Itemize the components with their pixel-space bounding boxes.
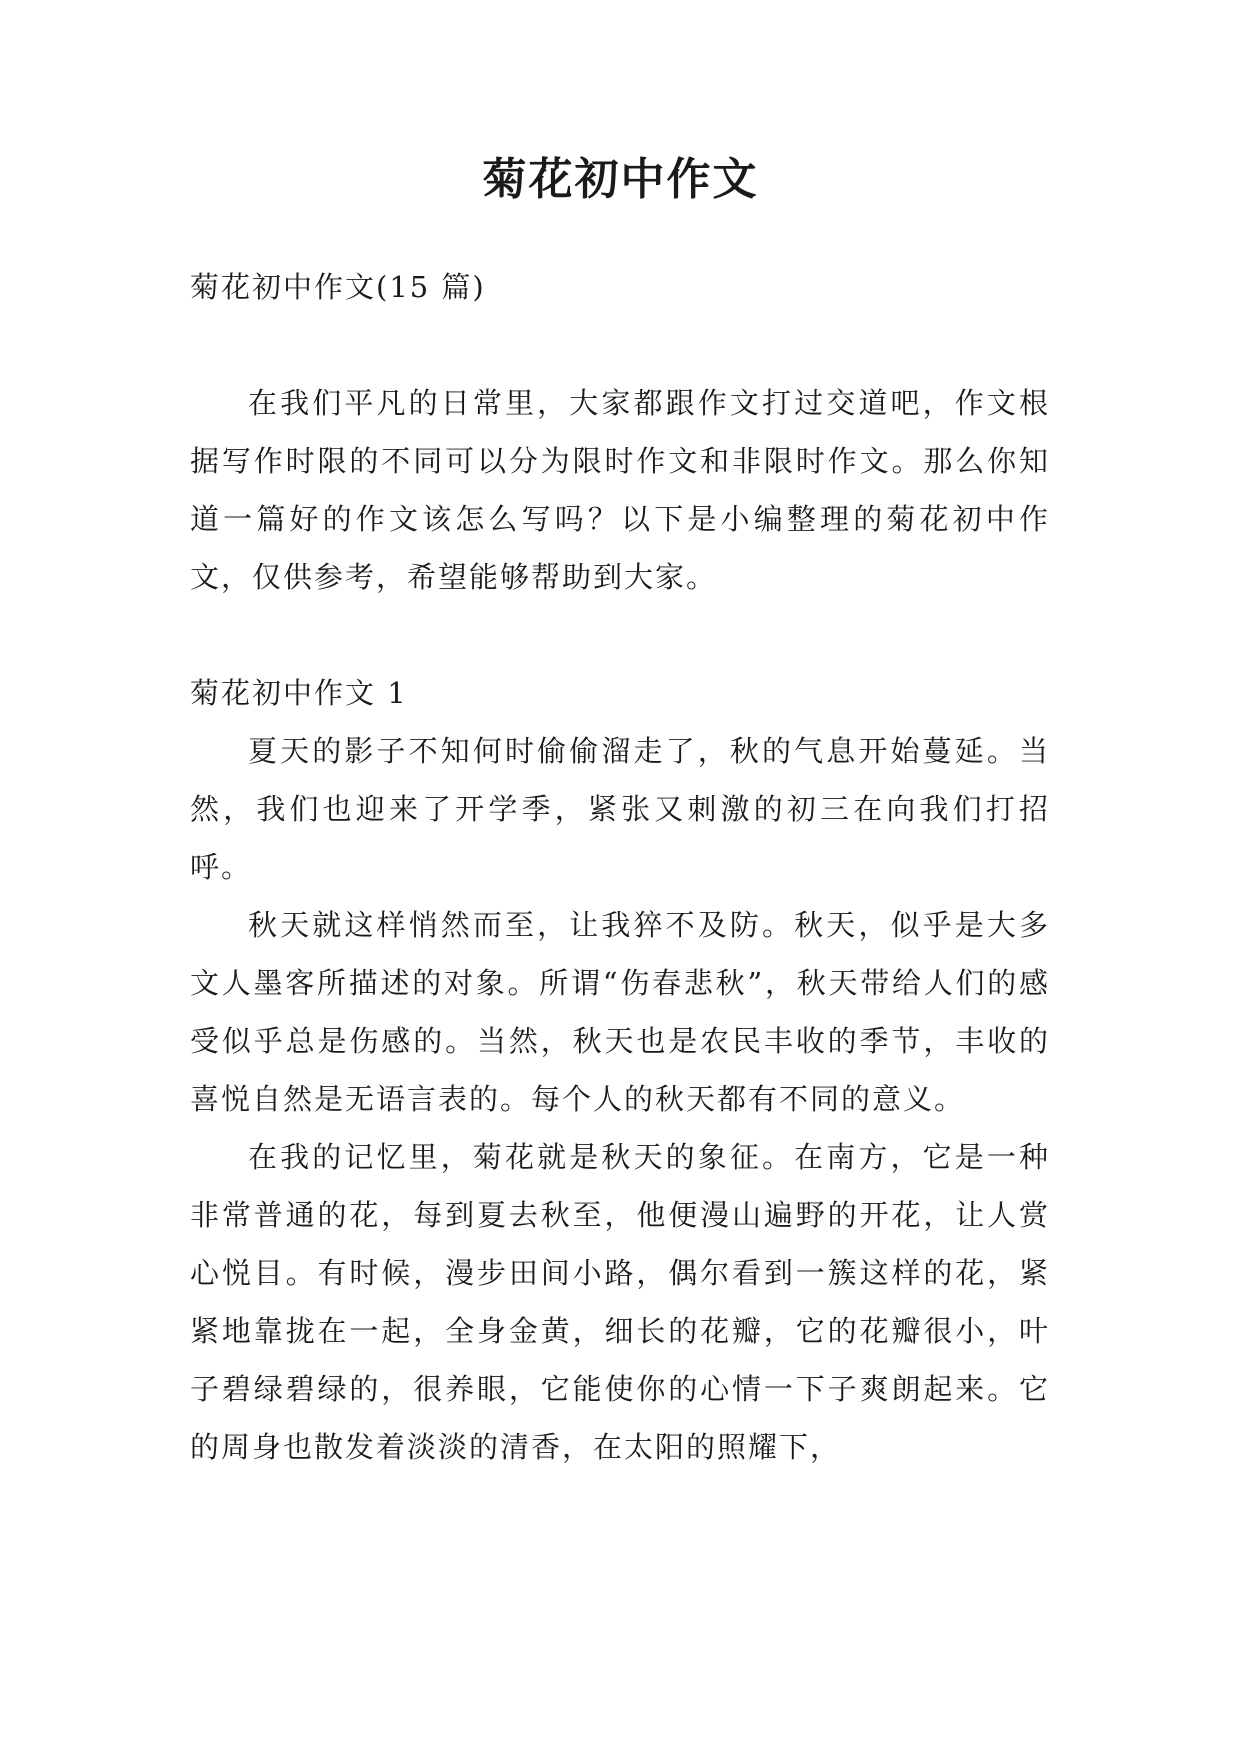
document-body: [190, 258, 1050, 1476]
document-title: 菊花初中作文: [482, 154, 759, 205]
intro-paragraph: 在我们平凡的日常里，大家都跟作文打过交道吧，作文根据写作时限的不同可以分为限时作文和非限时作文。那么你知道一篇好的作文该怎么写吗？以下是小编整理的菊花初中作文，仅供参考，希望能够帮助到大家。: [190, 386, 1050, 594]
body-paragraph: 在我的记忆里，菊花就是秋天的象征。在南方，它是一种非常普通的花，每到夏去秋至，他便漫山遍野的开花，让人赏心悦目。有时候，漫步田间小路，偶尔看到一簇这样的花，紧紧地靠拢在一起，全身金黄，细长的花瓣，它的花瓣很小，叶子碧绿碧绿的，很养眼，它能使你的心情一下子爽朗起来。它的周身也散发着淡淡的清香，在太阳的照耀下，: [190, 1140, 1050, 1464]
body-paragraph: 秋天就这样悄然而至，让我猝不及防。秋天，似乎是大多文人墨客所描述的对象。所谓“伤春悲秋”，秋天带给人们的感受似乎总是伤感的。当然，秋天也是农民丰收的季节，丰收的喜悦自然是无语言表的。每个人的秋天都有不同的意义。: [190, 908, 1050, 1116]
body-paragraph: 夏天的影子不知何时偷偷溜走了，秋的气息开始蔓延。当然，我们也迎来了开学季，紧张又刺激的初三在向我们打招呼。: [190, 734, 1050, 884]
section-heading: 菊花初中作文 1: [190, 676, 408, 710]
document-subtitle: 菊花初中作文(15 篇): [190, 270, 486, 304]
